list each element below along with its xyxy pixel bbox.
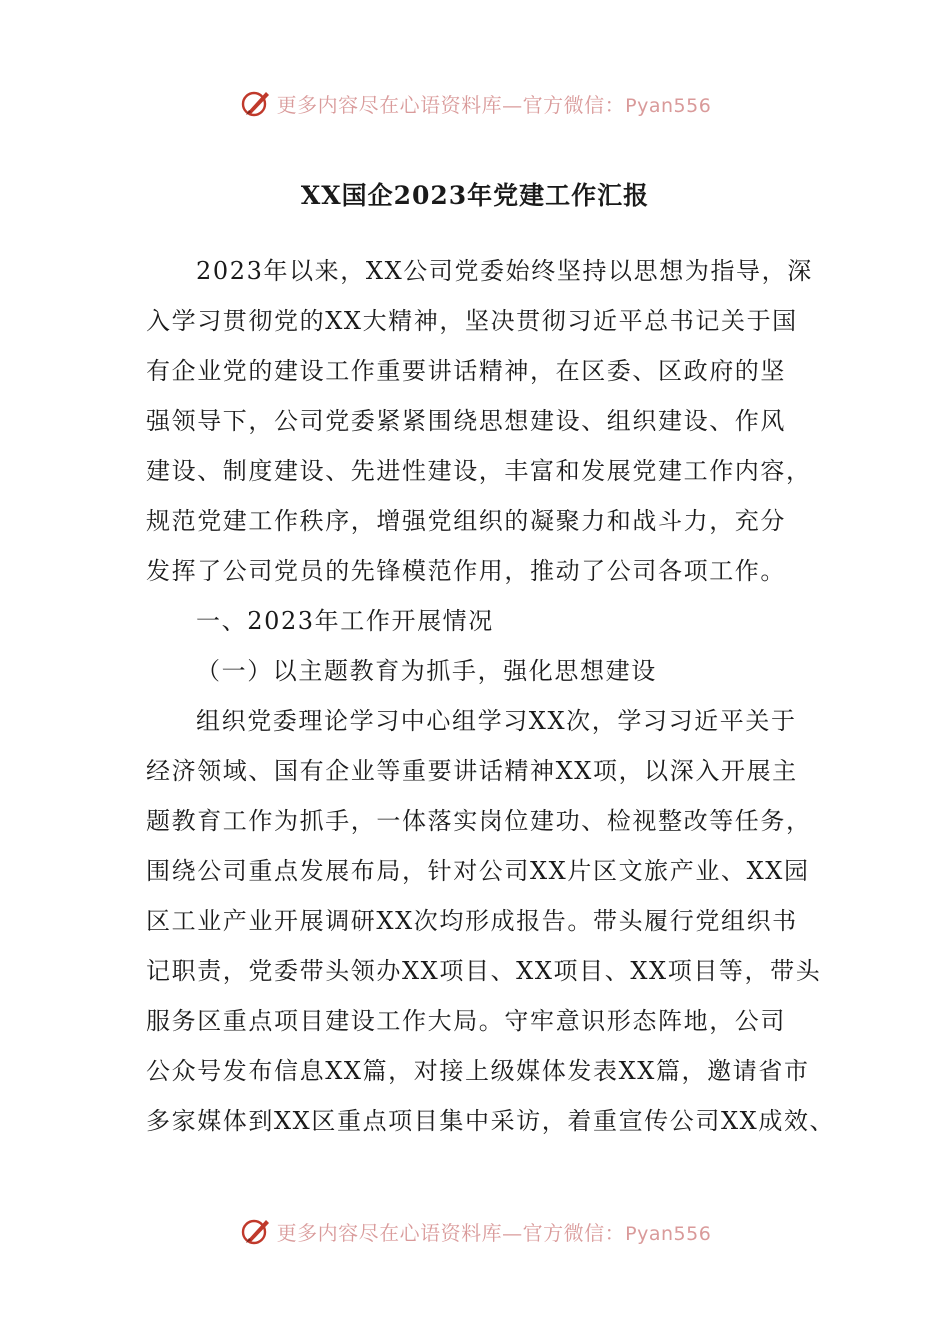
quill-logo-icon <box>239 86 273 120</box>
body-line: 经济领域、国有企业等重要讲话精神XX项，以深入开展主 <box>146 757 798 785</box>
body-line: 题教育工作为抓手，一体落实岗位建功、检视整改等任务， <box>146 807 812 835</box>
body-line: 多家媒体到XX区重点项目集中采访，着重宣传公司XX成效、 <box>146 1107 836 1135</box>
wechat-id: Pyan556 <box>625 94 712 117</box>
body-line: 有企业党的建设工作重要讲话精神，在区委、区政府的坚 <box>146 357 786 385</box>
body-line: 规范党建工作秩序，增强党组织的凝聚力和战斗力，充分 <box>146 507 786 535</box>
body-line: 围绕公司重点发展布局，针对公司XX片区文旅产业、XX园 <box>146 857 810 885</box>
body-line: 发挥了公司党员的先锋模范作用，推动了公司各项工作。 <box>146 557 786 585</box>
body-line: 强领导下，公司党委紧紧围绕思想建设、组织建设、作风 <box>146 407 786 435</box>
header-watermark-text: 更多内容尽在心语资料库—官方微信：Pyan556 <box>276 92 712 117</box>
body-line: 2023年以来，XX公司党委始终坚持以思想为指导，深 <box>196 257 813 285</box>
body-line: 服务区重点项目建设工作大局。守牢意识形态阵地，公司 <box>146 1007 786 1035</box>
body-line: 区工业产业开展调研XX次均形成报告。带头履行党组织书 <box>146 907 798 935</box>
body-line: 记职责，党委带头领办XX项目、XX项目、XX项目等，带头 <box>146 957 822 985</box>
footer-watermark-banner <box>0 1206 950 1256</box>
document-title: XX国企2023年党建工作汇报 <box>300 181 650 210</box>
body-line: 入学习贯彻党的XX大精神，坚决贯彻习近平总书记关于国 <box>146 307 798 335</box>
subsection-heading: （一）以主题教育为抓手，强化思想建设 <box>196 657 657 685</box>
body-line: 建设、制度建设、先进性建设，丰富和发展党建工作内容， <box>146 457 812 485</box>
footer-watermark-text: 更多内容尽在心语资料库—官方微信：Pyan556 <box>276 1220 712 1245</box>
quill-logo-icon <box>239 1214 273 1248</box>
body-line: 公众号发布信息XX篇，对接上级媒体发表XX篇，邀请省市 <box>146 1057 810 1085</box>
wechat-id: Pyan556 <box>625 1222 712 1245</box>
section-heading: 一、2023年工作开展情况 <box>196 607 494 635</box>
document-body <box>146 246 836 1146</box>
body-line: 组织党委理论学习中心组学习XX次，学习习近平关于 <box>196 707 797 735</box>
header-watermark-banner <box>0 78 950 128</box>
